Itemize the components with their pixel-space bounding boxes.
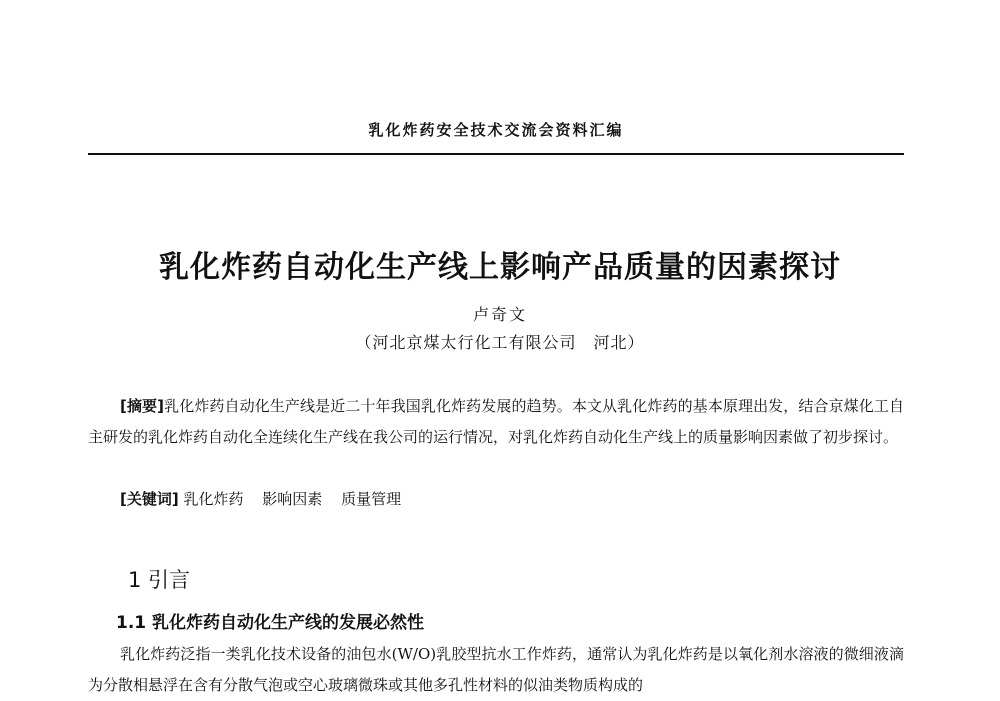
keyword-term: 乳化炸药 — [183, 490, 244, 508]
author-name: 卢奇文 — [472, 305, 527, 324]
keywords — [120, 484, 415, 515]
abstract-label: [摘要] — [120, 397, 165, 415]
keywords-label: [关键词] — [120, 490, 179, 508]
keyword-term: 影响因素 — [262, 490, 323, 508]
keyword-term: 质量管理 — [341, 490, 402, 508]
paper-title: 乳化炸药自动化生产线上影响产品质量的因素探讨 — [159, 250, 841, 285]
section-heading: 1 引言 — [128, 568, 191, 592]
author-affiliation: （河北京煤太行化工有限公司 河北） — [355, 333, 645, 352]
body-paragraph: 乳化炸药泛指一类乳化技术设备的油包水(W/O)乳胶型抗水工作炸药，通常认为乳化炸药是以氧化剂水溶液的微细液滴为分散相悬浮在含有分散气泡或空心玻璃微珠或其他多孔性材料的似油类物质构成的 — [88, 645, 904, 694]
abstract — [88, 391, 904, 453]
abstract-text: 乳化炸药自动化生产线是近二十年我国乳化炸药发展的趋势。本文从乳化炸药的基本原理出发，结合京煤化工自主研发的乳化炸药自动化全连续化生产线在我公司的运行情况，对乳化炸药自动化生产线上的质量影响因素做了初步探讨。 — [88, 397, 904, 446]
subsection-heading: 1.1 乳化炸药自动化生产线的发展必然性 — [116, 613, 425, 633]
running-header: 乳化炸药安全技术交流会资料汇编 — [368, 121, 624, 139]
header-rule — [88, 153, 904, 155]
